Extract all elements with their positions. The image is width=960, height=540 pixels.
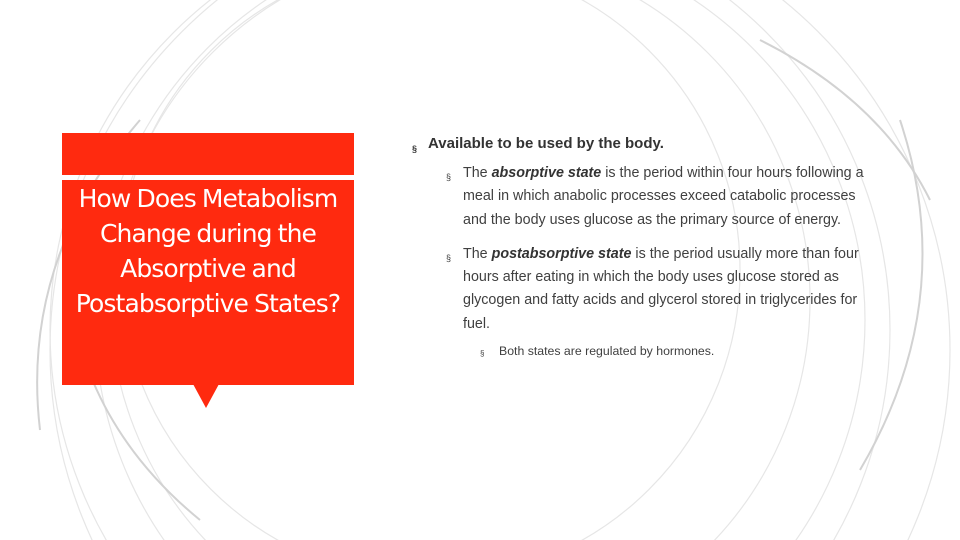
bullet-prefix: The xyxy=(463,245,492,262)
bullet-postabsorptive-state xyxy=(446,243,882,336)
bullet-marker-icon: § xyxy=(480,349,485,359)
bullet-marker-icon: § xyxy=(412,144,418,154)
term-absorptive-state: absorptive state xyxy=(491,165,602,181)
bullet-level1-text: Available to be used by the body. xyxy=(428,135,664,152)
bullet-marker-icon: § xyxy=(446,172,452,182)
bullet-prefix: The xyxy=(463,165,492,181)
title-accent-bar xyxy=(62,133,354,175)
bullet-level3-text: Both states are regulated by hormones. xyxy=(499,344,715,359)
bullet-text: is the period usually more than four hours after eating in which the body uses glucose stored as glycogen and fatty acids and glycerol stored in triglycerides for fuel. xyxy=(463,245,859,332)
slide-title: How Does Metabolism Change during the Absorptive and Postabsorptive States? xyxy=(75,184,341,318)
bullet-level1 xyxy=(412,134,882,154)
bullet-level3 xyxy=(480,342,882,360)
bullet-content xyxy=(412,134,882,360)
term-postabsorptive-state: postabsorptive state xyxy=(491,245,632,262)
bullet-absorptive-state xyxy=(446,162,882,232)
bullet-marker-icon: § xyxy=(446,252,452,263)
title-panel-pointer xyxy=(193,384,219,408)
bullet-text: is the period within four hours following a meal in which anabolic processes exceed catabolic processes and the body uses glucose as the primary source of energy. xyxy=(463,165,864,228)
